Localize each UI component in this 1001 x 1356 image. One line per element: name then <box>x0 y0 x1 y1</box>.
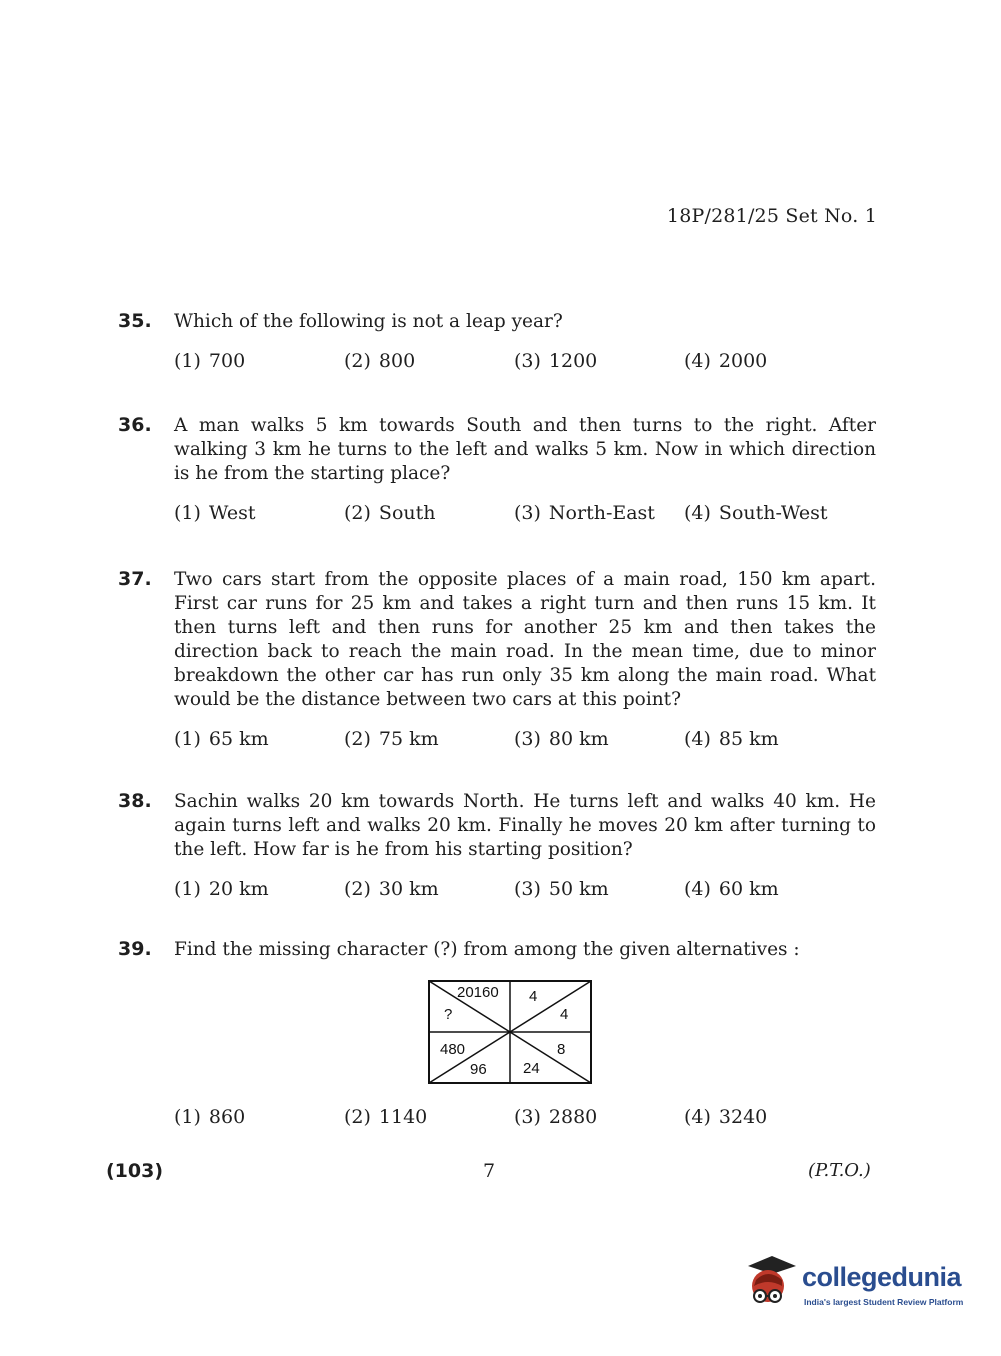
cell-bottom-left-lower: 96 <box>470 1061 487 1078</box>
option-2: (2) 800 <box>344 350 416 372</box>
cell-bottom-right-lower: 24 <box>523 1060 540 1077</box>
option-1: (1) 65 km <box>174 728 269 750</box>
cell-top-right-upper: 4 <box>529 988 538 1005</box>
cell-top-left-lower: ? <box>444 1006 453 1023</box>
options-row <box>174 502 876 532</box>
option-3: (3) 1200 <box>514 350 598 372</box>
option-2: (2) South <box>344 502 436 524</box>
page-number: 7 <box>483 1160 496 1182</box>
question-text: Which of the following is not a leap year? <box>174 311 563 332</box>
option-3: (3) 80 km <box>514 728 609 750</box>
option-4: (4) South-West <box>684 502 828 524</box>
option-2: (2) 30 km <box>344 878 439 900</box>
question-text: A man walks 5 km towards South and then turns to the right. After walking 3 km he turns to the left and walks 5 km. Now in which direction is he from the starting place? <box>174 415 876 484</box>
option-3: (3) North-East <box>514 502 655 524</box>
grid-lines <box>428 980 592 1084</box>
number-grid-figure <box>428 980 592 1084</box>
question-number: 38. <box>118 790 152 812</box>
option-2: (2) 1140 <box>344 1106 428 1128</box>
brand-name: collegedunia <box>802 1262 962 1292</box>
option-1: (1) 20 km <box>174 878 269 900</box>
options-row <box>174 1106 876 1136</box>
pto-label: (P.T.O.) <box>808 1160 871 1181</box>
question-39 <box>118 938 876 962</box>
option-3: (3) 50 km <box>514 878 609 900</box>
question-number: 37. <box>118 568 152 590</box>
question-35 <box>118 310 876 380</box>
options-row <box>174 878 876 908</box>
question-number: 39. <box>118 938 152 960</box>
option-4: (4) 85 km <box>684 728 779 750</box>
question-text: Sachin walks 20 km towards North. He turns left and walks 40 km. He again turns left and walks 20 km. Finally he moves 20 km after turning to the left. How far is he from his starting position? <box>174 791 876 860</box>
option-3: (3) 2880 <box>514 1106 598 1128</box>
mascot-icon <box>742 1252 798 1314</box>
option-1: (1) West <box>174 502 256 524</box>
cell-top-right-lower: 4 <box>560 1006 569 1023</box>
question-number: 35. <box>118 310 152 332</box>
question-text: Two cars start from the opposite places of a main road, 150 km apart. First car runs for 25 km and takes a right turn and then runs 15 km. It then turns left and then runs for another 25 km and then takes the direction back to reach the main road. In the mean time, due to minor breakdown the other car has run only 35 km along the main road. What would be the distance between two cars at this point? <box>174 569 876 710</box>
question-37 <box>118 568 876 758</box>
options-row <box>174 350 876 380</box>
question-number: 36. <box>118 414 152 436</box>
cell-bottom-left-upper: 480 <box>440 1041 466 1058</box>
option-2: (2) 75 km <box>344 728 439 750</box>
paper-code: 18P/281/25 Set No. 1 <box>666 205 877 227</box>
question-text: Find the missing character (?) from among the given alternatives : <box>174 939 800 960</box>
booklet-code: (103) <box>106 1160 164 1182</box>
question-36 <box>118 414 876 532</box>
collegedunia-logo <box>742 1250 972 1320</box>
options-row <box>174 728 876 758</box>
option-4: (4) 3240 <box>684 1106 768 1128</box>
cell-bottom-right-upper: 8 <box>557 1041 566 1058</box>
option-4: (4) 2000 <box>684 350 768 372</box>
brand-tagline: India's largest Student Review Platform <box>804 1297 964 1307</box>
option-4: (4) 60 km <box>684 878 779 900</box>
question-39-options <box>118 1090 876 1136</box>
cell-top-left-upper: 20160 <box>457 984 499 1001</box>
option-1: (1) 700 <box>174 350 246 372</box>
question-38 <box>118 790 876 908</box>
option-1: (1) 860 <box>174 1106 246 1128</box>
